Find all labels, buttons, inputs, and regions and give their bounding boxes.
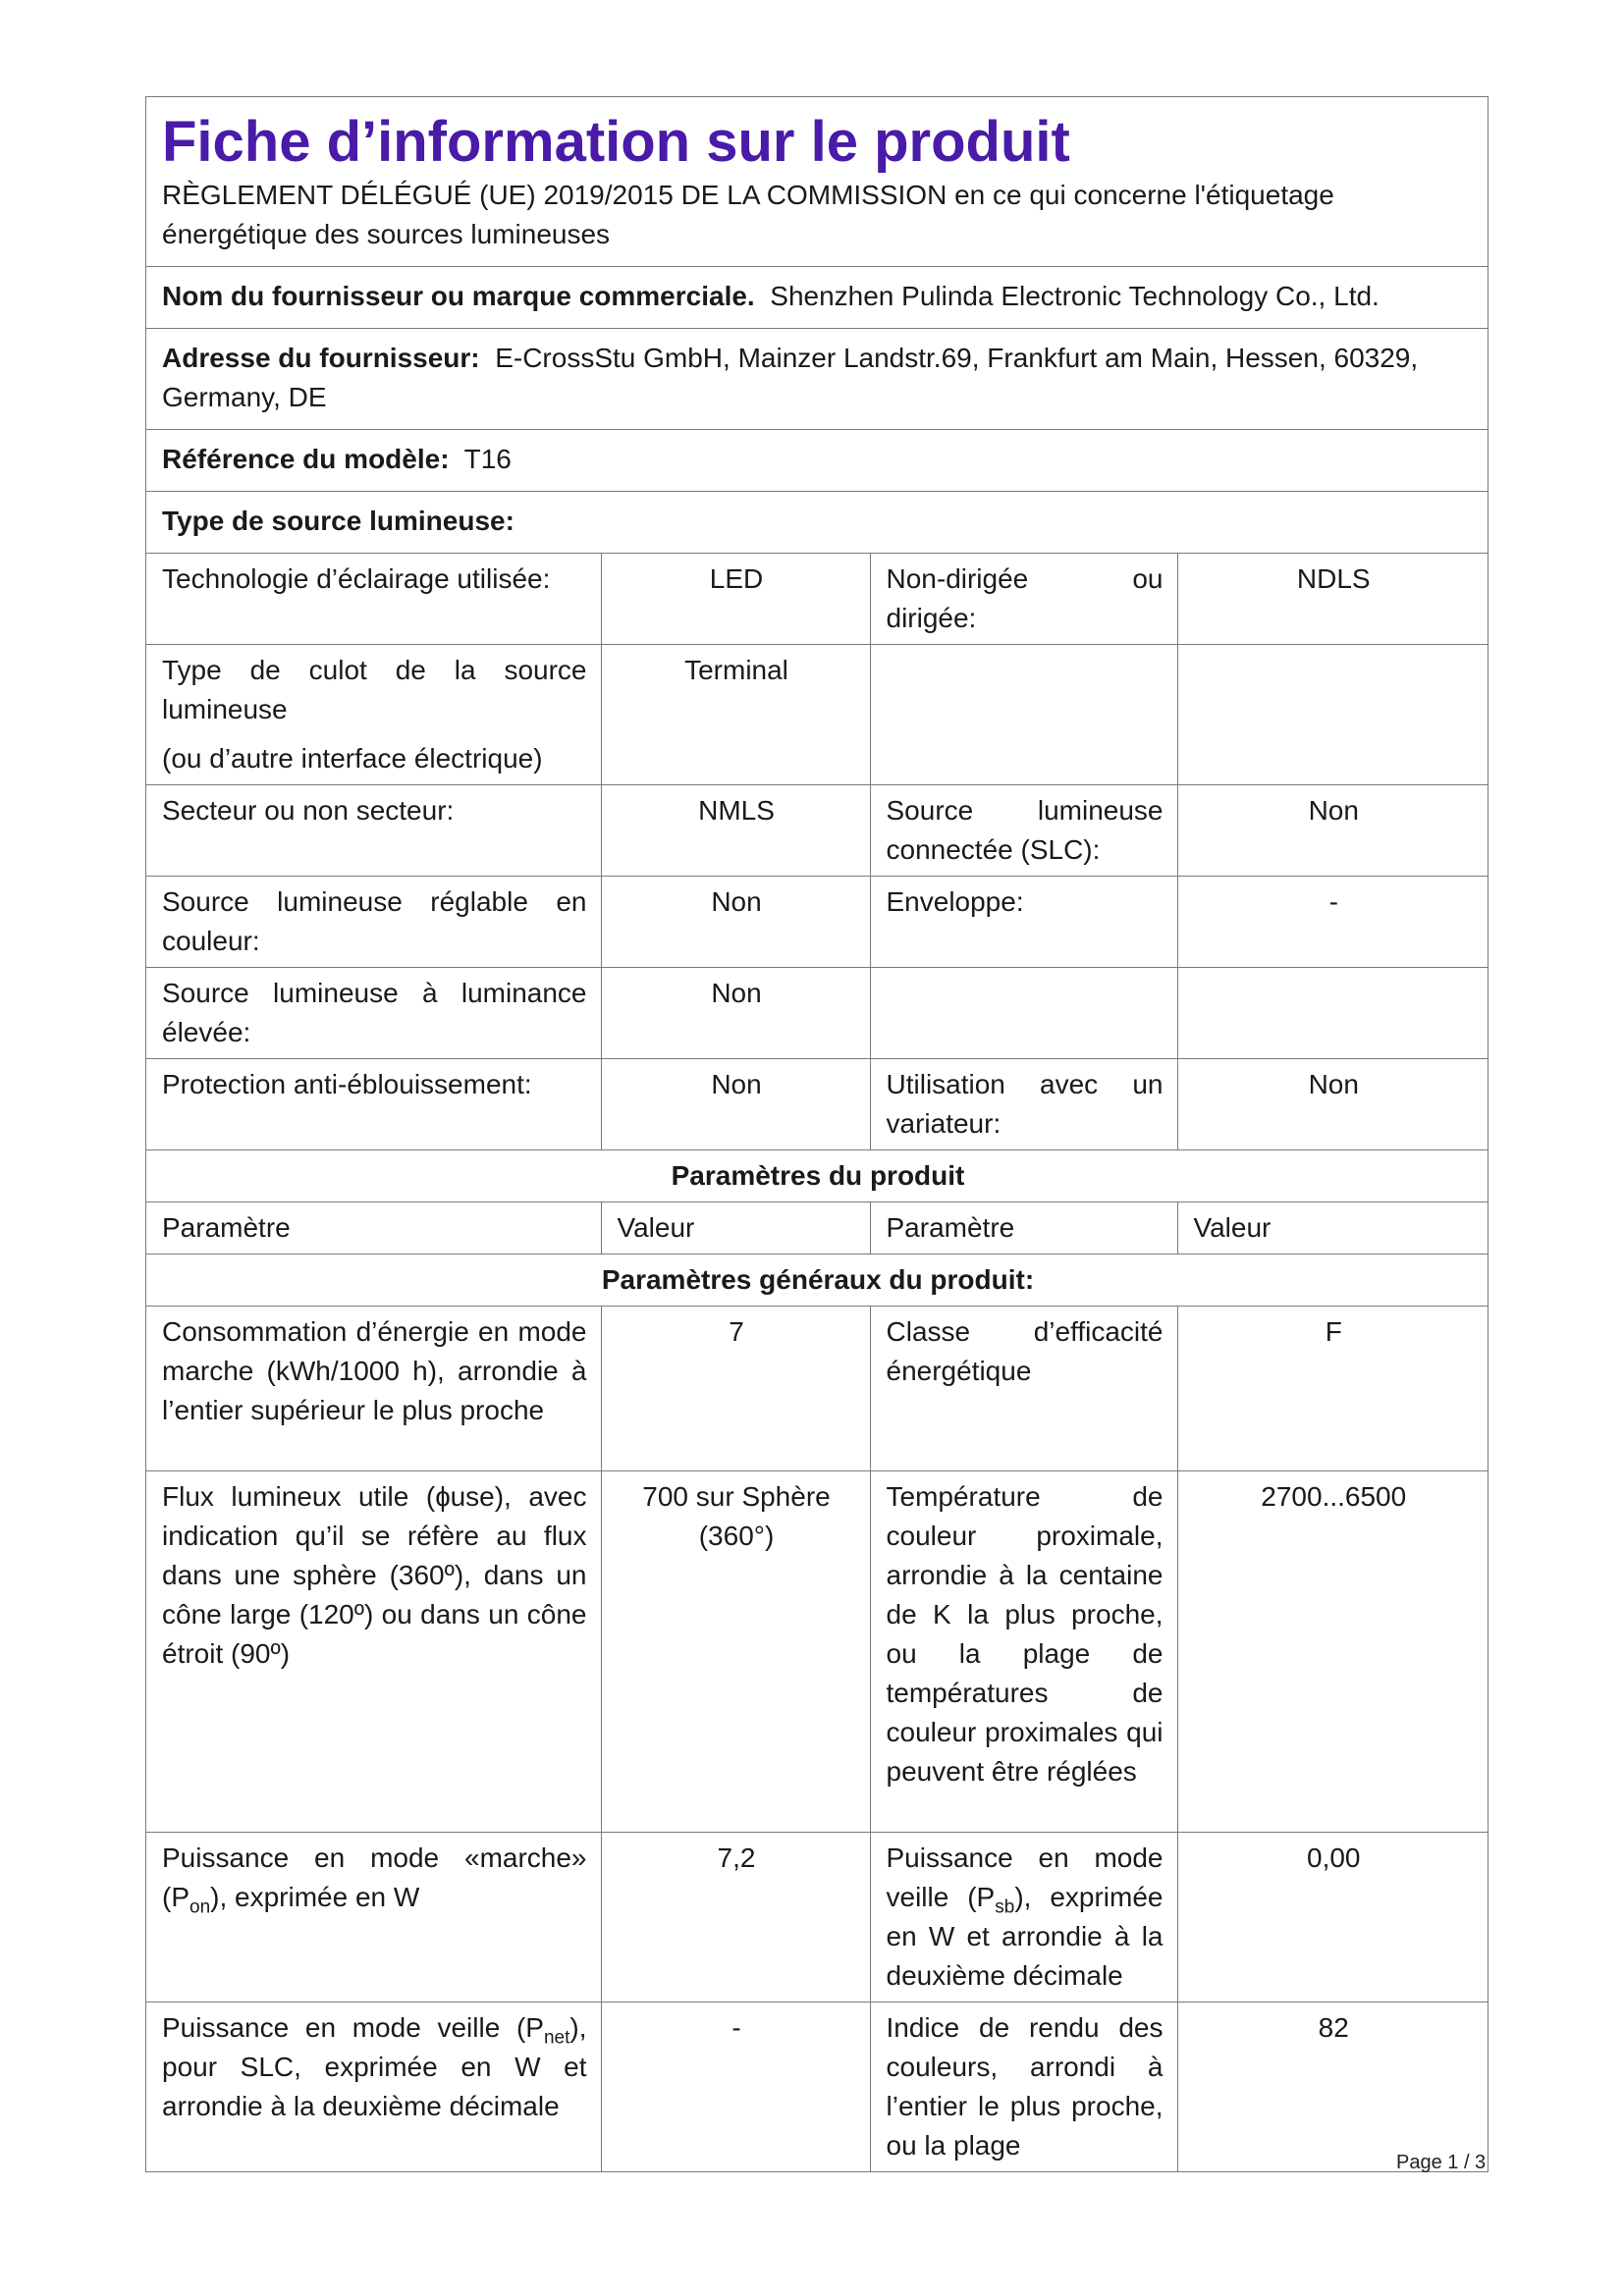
pon-label-part: ), exprimée en W <box>210 1882 420 1912</box>
param-cell: Source lumineuse à luminance élevée: <box>146 968 601 1059</box>
supplier-address-value: E-CrossStu GmbH, Mainzer Landstr.69, Frankfurt am Main, Hessen, 60329, Germany, DE <box>162 343 1419 412</box>
param-cell: Flux lumineux utile (ɸuse), avec indication qu’il se réfère au flux dans une sphère (360º), dans un cône large (120º) ou dans un cône étroit (90º) <box>146 1471 601 1833</box>
supplier-address-label: Adresse du fournisseur: <box>162 343 480 373</box>
value-cell: - <box>601 2002 870 2172</box>
value-cell: Non <box>1177 785 1488 877</box>
source-type-heading: Type de source lumineuse: <box>162 506 514 536</box>
table-row <box>146 968 1488 1059</box>
param-cell <box>870 645 1177 785</box>
value-cell: 0,00 <box>1177 1833 1488 2002</box>
pnet-label-part: ), pour SLC, exprimée en W et arrondie à la deuxième décimale <box>162 2012 587 2121</box>
param-cell <box>870 1833 1177 2002</box>
column-header-param: Paramètre <box>146 1202 601 1255</box>
param-cell: Secteur ou non secteur: <box>146 785 601 877</box>
general-parameters-heading: Paramètres généraux du produit: <box>146 1255 1488 1307</box>
value-cell: NMLS <box>601 785 870 877</box>
section-heading-row <box>146 1255 1488 1307</box>
pon-subscript: on <box>189 1896 211 1918</box>
model-reference-value: T16 <box>463 444 512 474</box>
table-row <box>146 2002 1488 2172</box>
table-row <box>146 645 1488 785</box>
model-reference-row <box>146 430 1488 492</box>
param-cell <box>146 2002 601 2172</box>
psb-label-part: Puissance en mode veille (P <box>886 1842 1164 1912</box>
param-cell: Source lumineuse connectée (SLC): <box>870 785 1177 877</box>
product-table <box>146 554 1488 2171</box>
page-title: Fiche d’information sur le produit <box>162 110 1070 174</box>
value-cell: Non <box>601 968 870 1059</box>
supplier-address-row <box>146 329 1488 430</box>
product-parameters-heading: Paramètres du produit <box>146 1150 1488 1202</box>
source-type-heading-row <box>146 492 1488 554</box>
value-cell: Terminal <box>601 645 870 785</box>
regulation-text: RÈGLEMENT DÉLÉGUÉ (UE) 2019/2015 DE LA COMMISSION en ce qui concerne l'étiquetage énergétique des sources lumineuses <box>162 180 1334 249</box>
page-number: Page 1 / 3 <box>1396 2152 1487 2173</box>
lamp-cap-label: Type de culot de la source lumineuse <box>162 655 587 724</box>
supplier-name-row <box>146 267 1488 329</box>
param-cell: Protection anti-éblouissement: <box>146 1059 601 1150</box>
product-information-sheet <box>145 96 1489 2172</box>
column-header-value: Valeur <box>1177 1202 1488 1255</box>
supplier-name-label: Nom du fournisseur ou marque commerciale. <box>162 281 755 311</box>
column-header-value: Valeur <box>601 1202 870 1255</box>
value-cell: 7,2 <box>601 1833 870 2002</box>
table-row <box>146 1059 1488 1150</box>
value-cell: - <box>1177 877 1488 968</box>
table-row <box>146 785 1488 877</box>
pnet-subscript: net <box>543 2027 570 2049</box>
param-cell: Utilisation avec un variateur: <box>870 1059 1177 1150</box>
document-header <box>146 97 1488 267</box>
table-row <box>146 1471 1488 1833</box>
column-header-row <box>146 1202 1488 1255</box>
model-reference-label: Référence du modèle: <box>162 444 450 474</box>
value-cell: Non <box>601 1059 870 1150</box>
psb-subscript: sb <box>995 1896 1015 1918</box>
param-cell <box>146 1833 601 2002</box>
lamp-cap-label-extra: (ou d’autre interface électrique) <box>162 743 543 774</box>
value-cell: Non <box>1177 1059 1488 1150</box>
value-cell <box>1177 968 1488 1059</box>
value-cell: F <box>1177 1307 1488 1471</box>
section-heading-row <box>146 1150 1488 1202</box>
table-row <box>146 1307 1488 1471</box>
param-cell: Consommation d’énergie en mode marche (kWh/1000 h), arrondie à l’entier supérieur le plus proche <box>146 1307 601 1471</box>
value-cell: NDLS <box>1177 554 1488 645</box>
pnet-label-part: Puissance en mode veille (P <box>162 2012 544 2043</box>
value-cell: Non <box>601 877 870 968</box>
value-cell: 2700...6500 <box>1177 1471 1488 1833</box>
value-cell: 700 sur Sphère (360°) <box>601 1471 870 1833</box>
param-cell: Enveloppe: <box>870 877 1177 968</box>
param-cell: Source lumineuse réglable en couleur: <box>146 877 601 968</box>
param-cell: Indice de rendu des couleurs, arrondi à l’entier le plus proche, ou la plage <box>870 2002 1177 2172</box>
psb-label-part: ), exprimée en W et arrondie à la deuxième décimale <box>886 1882 1164 1991</box>
table-row <box>146 1833 1488 2002</box>
column-header-param: Paramètre <box>870 1202 1177 1255</box>
value-cell: 7 <box>601 1307 870 1471</box>
table-row <box>146 877 1488 968</box>
supplier-name-value: Shenzhen Pulinda Electronic Technology Co., Ltd. <box>770 281 1380 311</box>
param-cell <box>870 968 1177 1059</box>
param-cell: Température de couleur proximale, arrondie à la centaine de K la plus proche, ou la plage de températures de couleur proximales qui peuvent être réglées <box>870 1471 1177 1833</box>
param-cell: Non-dirigée ou dirigée: <box>870 554 1177 645</box>
value-cell: LED <box>601 554 870 645</box>
param-cell <box>146 645 601 785</box>
param-cell: Technologie d’éclairage utilisée: <box>146 554 601 645</box>
param-cell: Classe d’efficacité énergétique <box>870 1307 1177 1471</box>
value-cell: 82 <box>1177 2002 1488 2172</box>
pon-label-part: Puissance en mode «marche» (P <box>162 1842 587 1912</box>
table-row <box>146 554 1488 645</box>
value-cell <box>1177 645 1488 785</box>
